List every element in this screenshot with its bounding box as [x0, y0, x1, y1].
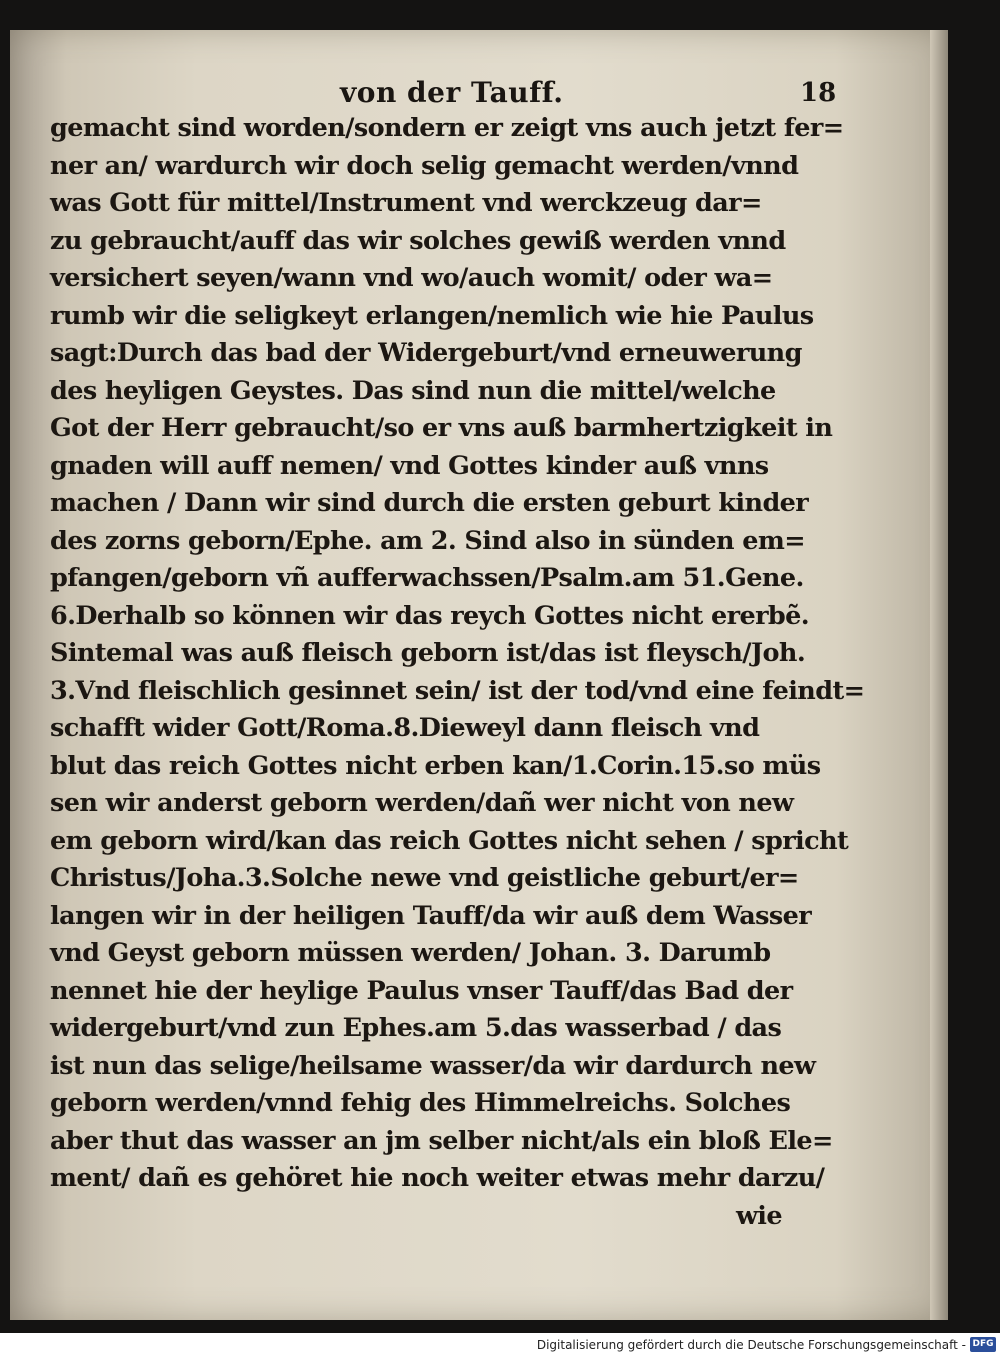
text-line: ner an/ wardurch wir doch selig gemacht werden/vnnd: [50, 150, 799, 181]
text-line: des heyligen Geystes. Das sind nun die mittel/welche: [50, 375, 776, 406]
text-line: des zorns geborn/Ephe. am 2. Sind also in sünden em=: [50, 525, 806, 556]
text-line: vnd Geyst geborn müssen werden/ Johan. 3. Darumb: [50, 938, 771, 968]
text-line: gemacht sind worden/sondern er zeigt vns auch jetzt fer=: [50, 113, 844, 143]
text-line: Christus/Joha.3.Solche newe vnd geistliche geburt/er=: [50, 863, 799, 893]
text-line: machen / Dann wir sind durch die ersten geburt kinder: [50, 488, 809, 518]
text-line: was Gott für mittel/Instrument vnd werckzeug dar=: [50, 188, 762, 218]
text-line: blut das reich Gottes nicht erben kan/1.Corin.15.so müs: [50, 750, 821, 781]
text-line: rumb wir die seligkeyt erlangen/nemlich wie hie Paulus: [50, 300, 814, 331]
text-line: nennet hie der heylige Paulus vnser Tauff/das Bad der: [50, 975, 793, 1006]
text-line: sen wir anderst geborn werden/dañ wer nicht von new: [50, 788, 794, 818]
text-line: zu gebraucht/auff das wir solches gewiß werden vnnd: [50, 225, 786, 256]
footer-bar: [0, 1333, 1000, 1359]
text-line: langen wir in der heiligen Tauff/da wir auß dem Wasser: [50, 900, 812, 931]
text-line: aber thut das wasser an jm selber nicht/als ein bloß Ele=: [50, 1125, 833, 1156]
catchword: wie: [735, 1200, 782, 1231]
running-head: von der Tauff.: [340, 76, 564, 109]
text-line: ist nun das selige/heilsame wasser/da wir dardurch new: [50, 1050, 816, 1081]
text-line: schafft wider Gott/Roma.8.Dieweyl dann fleisch vnd: [50, 713, 760, 743]
dfg-logo: DFG: [970, 1337, 996, 1352]
text-line: widergeburt/vnd zun Ephes.am 5.das wasserbad / das: [50, 1013, 782, 1043]
text-line: sagt:Durch das bad der Widergeburt/vnd erneuwerung: [50, 338, 802, 368]
text-line: Sintemal was auß fleisch geborn ist/das ist fleysch/Joh.: [50, 638, 806, 668]
funding-credit: Digitalisierung gefördert durch die Deutsche Forschungsgemeinschaft -: [536, 1338, 966, 1352]
text-line: ment/ dañ es gehöret hie noch weiter etwas mehr darzu/: [50, 1163, 825, 1193]
book-page: [10, 30, 948, 1320]
body-text: [50, 110, 865, 1235]
text-line: gnaden will auff nemen/ vnd Gottes kinder auß vnns: [50, 450, 769, 481]
text-line: Got der Herr gebraucht/so er vns auß barmhertzigkeit in: [50, 413, 833, 443]
text-line: pfangen/geborn vñ aufferwachssen/Psalm.am 51.Gene.: [50, 563, 804, 593]
text-line: 6.Derhalb so können wir das reych Gottes nicht ererbẽ.: [50, 600, 810, 631]
text-line: versichert seyen/wann vnd wo/auch womit/ oder wa=: [50, 263, 773, 293]
text-line: 3.Vnd fleischlich gesinnet sein/ ist der tod/vnd eine feindt=: [50, 675, 865, 706]
page-edge: [930, 30, 948, 1320]
page-number: 18: [800, 78, 837, 108]
text-line: geborn werden/vnnd fehig des Himmelreichs. Solches: [50, 1088, 791, 1118]
text-line: em geborn wird/kan das reich Gottes nicht sehen / spricht: [50, 825, 849, 856]
